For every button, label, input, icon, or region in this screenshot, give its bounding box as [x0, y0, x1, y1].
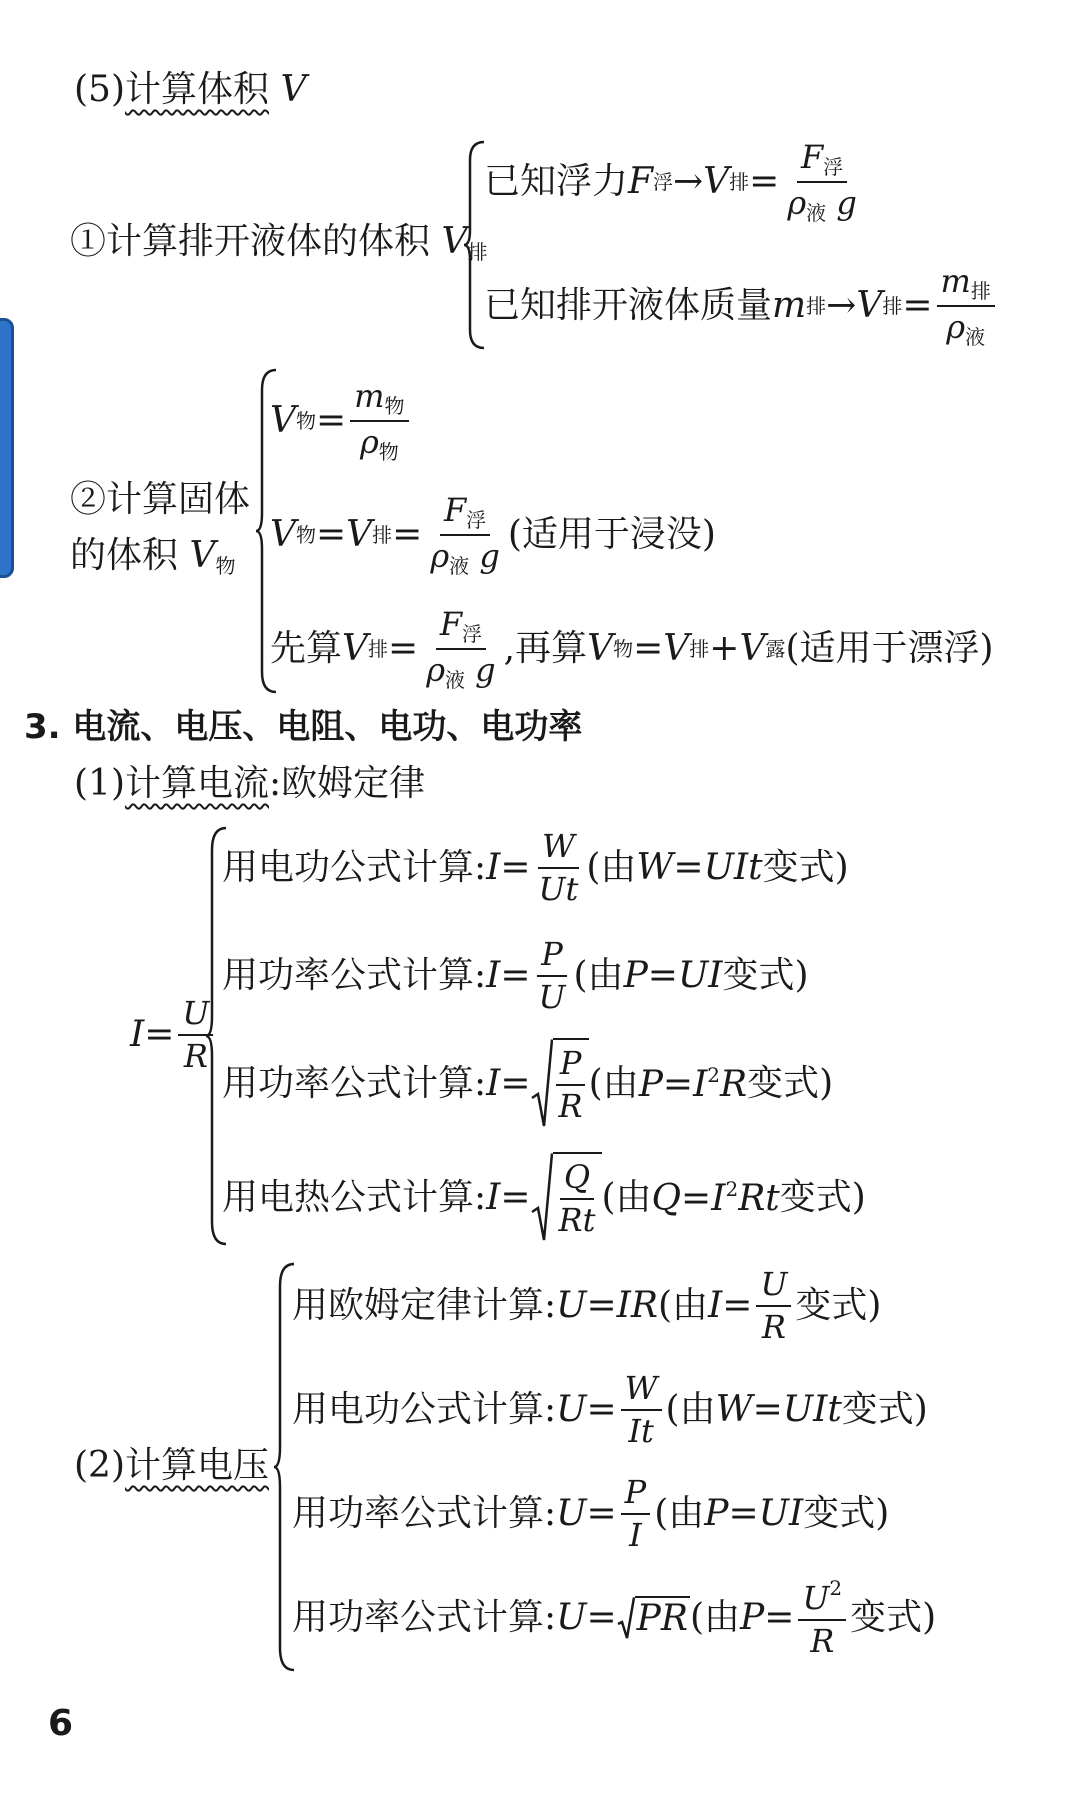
fraction-w-over-it: $\frac{W}{It}$: [621, 1370, 662, 1450]
ohm-law-formula: I = $\frac{U}{R}$: [130, 990, 217, 1080]
sub1-title-rest: :欧姆定律: [269, 763, 426, 804]
section-5-title: (5)计算体积 V: [74, 69, 307, 110]
item2-line2: V 物 = V 排 = $\frac{F_浮}{\rho_液 g}$ (适用于浸没): [270, 491, 716, 578]
fraction-p-over-u: $\frac{P}{U}$: [538, 935, 566, 1016]
voltage-line2: 用电功公式计算: U = $\frac{W}{It}$ (由 W=UIt 变式): [292, 1369, 928, 1450]
sub2-title: (2)计算电压: [74, 1445, 270, 1486]
voltage-line1: 用欧姆定律计算: U = IR (由 I = $\frac{U}{R}$ 变式): [292, 1265, 882, 1346]
page-number: 6: [48, 1703, 74, 1744]
fraction-mass-over-density: $\frac{m_物}{\rho_物}$: [350, 378, 408, 464]
item1-case1: 已知浮力 F 浮 → V 排 = $\frac{F_浮}{\rho_液 g}$: [484, 142, 865, 222]
fraction-buoyancy-2: $\frac{F_浮}{\rho_液 g}$: [426, 605, 496, 692]
item2-line1: V 物 = $\frac{m_物}{\rho_物}$: [270, 376, 413, 466]
section-5-title-text: 计算体积: [125, 69, 270, 110]
third-middle: ,再算: [503, 628, 588, 669]
fraction-u-over-r: $\frac{U}{R}$: [178, 995, 213, 1075]
sub1-title: (1)计算电流:欧姆定律: [74, 763, 426, 804]
section-3-heading: 3. 电流、电压、电阻、电功、电功率: [24, 707, 583, 747]
current-line4: 用电热公式计算: I = $\frac{Q}{Rt}$ (由 $Q=I^2Rt$ 变式): [222, 1148, 866, 1248]
sqrt-q-over-rt: $\frac{Q}{Rt}$: [531, 1152, 602, 1244]
third-prefix: 先算: [270, 628, 343, 669]
item2-label-line1: ②计算固体: [70, 479, 251, 520]
note-immersed: (适用于浸没): [507, 514, 716, 555]
fraction-p-over-i: $\frac{P}{I}$: [621, 1474, 651, 1554]
item2-label-line2: 的体积 $V_物$: [70, 535, 236, 578]
item1-case2: 已知排开液体质量 m 排 → V 排 = $\frac{m_排}{\rho_液}$: [484, 266, 999, 346]
fraction-m-over-rho: $\frac{m_排}{\rho_液}$: [937, 263, 995, 349]
voltage-line4: 用功率公式计算: U = PR (由 P = $\frac{U^2}{R}$ 变式): [292, 1575, 937, 1660]
sqrt-p-over-r: $\frac{P}{R}$: [531, 1038, 589, 1130]
item1-label-text: ①计算排开液体的体积: [70, 221, 442, 262]
fraction-buoyancy: $\frac{F_浮}{\rho_液 g}$: [430, 491, 500, 578]
side-tab-marker: [0, 318, 14, 578]
sqrt-pr: PR: [617, 1596, 690, 1640]
current-line3: 用功率公式计算: I = $\frac{P}{R}$ (由 $P=I^2R$ 变式): [222, 1034, 833, 1134]
item1-label: ①计算排开液体的体积 $V_排$: [70, 221, 488, 264]
voltage-line3: 用功率公式计算: U = $\frac{P}{I}$ (由 P=UI 变式): [292, 1473, 890, 1554]
fraction-w-over-ut: $\frac{W}{Ut}$: [538, 827, 579, 908]
current-line1: 用电功公式计算: I = $\frac{W}{Ut}$ (由 W=UIt 变式): [222, 827, 849, 908]
current-line2: 用功率公式计算: I = $\frac{P}{U}$ (由 P=UI 变式): [222, 935, 809, 1016]
note-floating: (适用于漂浮): [785, 628, 994, 669]
fraction-u-over-r-2: $\frac{U}{R}$: [756, 1266, 791, 1346]
fraction-u2-over-r: $\frac{U^2}{R}$: [798, 1577, 846, 1660]
item2-line3: 先算 V 排 = $\frac{F_浮}{\rho_液 g}$ ,再算 V 物 = V 排 + V 露 (适用于漂浮): [270, 605, 994, 692]
fraction-f-over-rho-g: $\frac{F_浮}{\rho_液 g}$: [787, 138, 857, 225]
